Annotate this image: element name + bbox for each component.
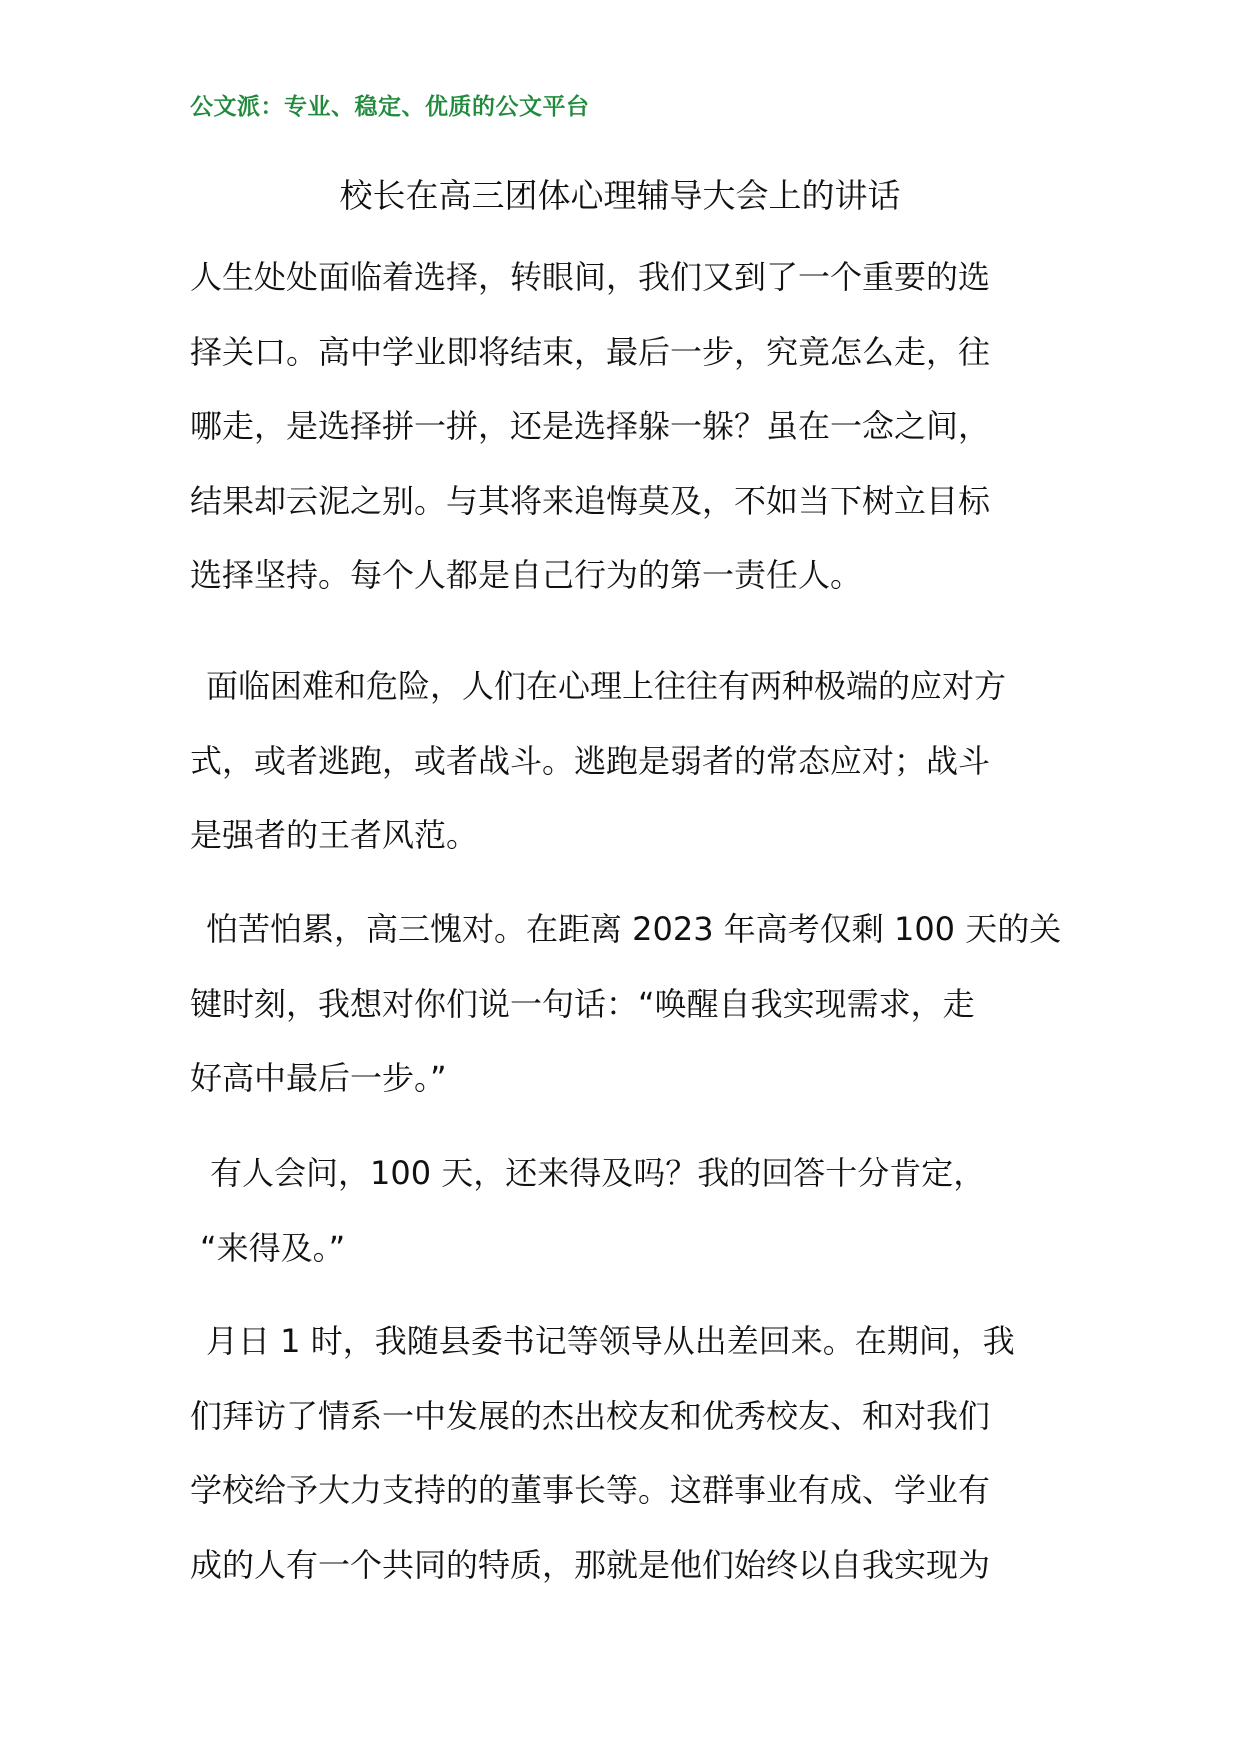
paragraph-line: 是强者的王者风范。 [190, 816, 479, 854]
paragraph-line: 有人会问，100 天，还来得及吗？我的回答十分肯定， [210, 1154, 986, 1192]
header-brand: 公文派：专业、稳定、优质的公文平台 [190, 94, 590, 120]
paragraph-line: 式，或者逃跑，或者战斗。逃跑是弱者的常态应对；战斗 [190, 741, 991, 780]
paragraph-line: 结果却云泥之别。与其将来追悔莫及，不如当下树立目标 [190, 481, 991, 520]
paragraph-5 [190, 1304, 1062, 1602]
paragraph-line: 面临困难和危险，人们在心理上往往有两种极端的应对方 [206, 667, 1007, 705]
paragraph-line: 好高中最后一步。” [190, 1059, 447, 1097]
paragraph-2 [190, 649, 1062, 873]
paragraph-line: 怕苦怕累，高三愧对。在距离 2023 年高考仅剩 100 天的关 [206, 910, 1062, 948]
paragraph-line: 选择坚持。每个人都是自己行为的第一责任人。 [190, 556, 863, 594]
paragraph-1 [190, 240, 1062, 613]
paragraph-line: 键时刻，我想对你们说一句话：“唤醒自我实现需求，走 [190, 984, 975, 1023]
paragraph-line: “来得及。” [200, 1228, 346, 1267]
paragraph-line: 成的人有一个共同的特质，那就是他们始终以自我实现为 [190, 1545, 991, 1584]
paragraph-3 [190, 892, 1062, 1116]
paragraph-line: 月日 1 时，我随县委书记等领导从出差回来。在期间，我 [206, 1322, 1015, 1360]
paragraph-line: 哪走，是选择拼一拼，还是选择躲一躲？虽在一念之间， [190, 407, 991, 445]
paragraph-4 [190, 1136, 1062, 1285]
paragraph-line: 学校给予大力支持的的董事长等。这群事业有成、学业有 [190, 1471, 991, 1509]
paragraph-line: 择关口。高中学业即将结束，最后一步，究竟怎么走，往 [190, 332, 991, 371]
paragraph-line: 们拜访了情系一中发展的杰出校友和优秀校友、和对我们 [190, 1396, 991, 1435]
paragraph-line: 人生处处面临着选择，转眼间，我们又到了一个重要的选 [190, 258, 991, 296]
page-title: 校长在高三团体心理辅导大会上的讲话 [339, 176, 901, 215]
